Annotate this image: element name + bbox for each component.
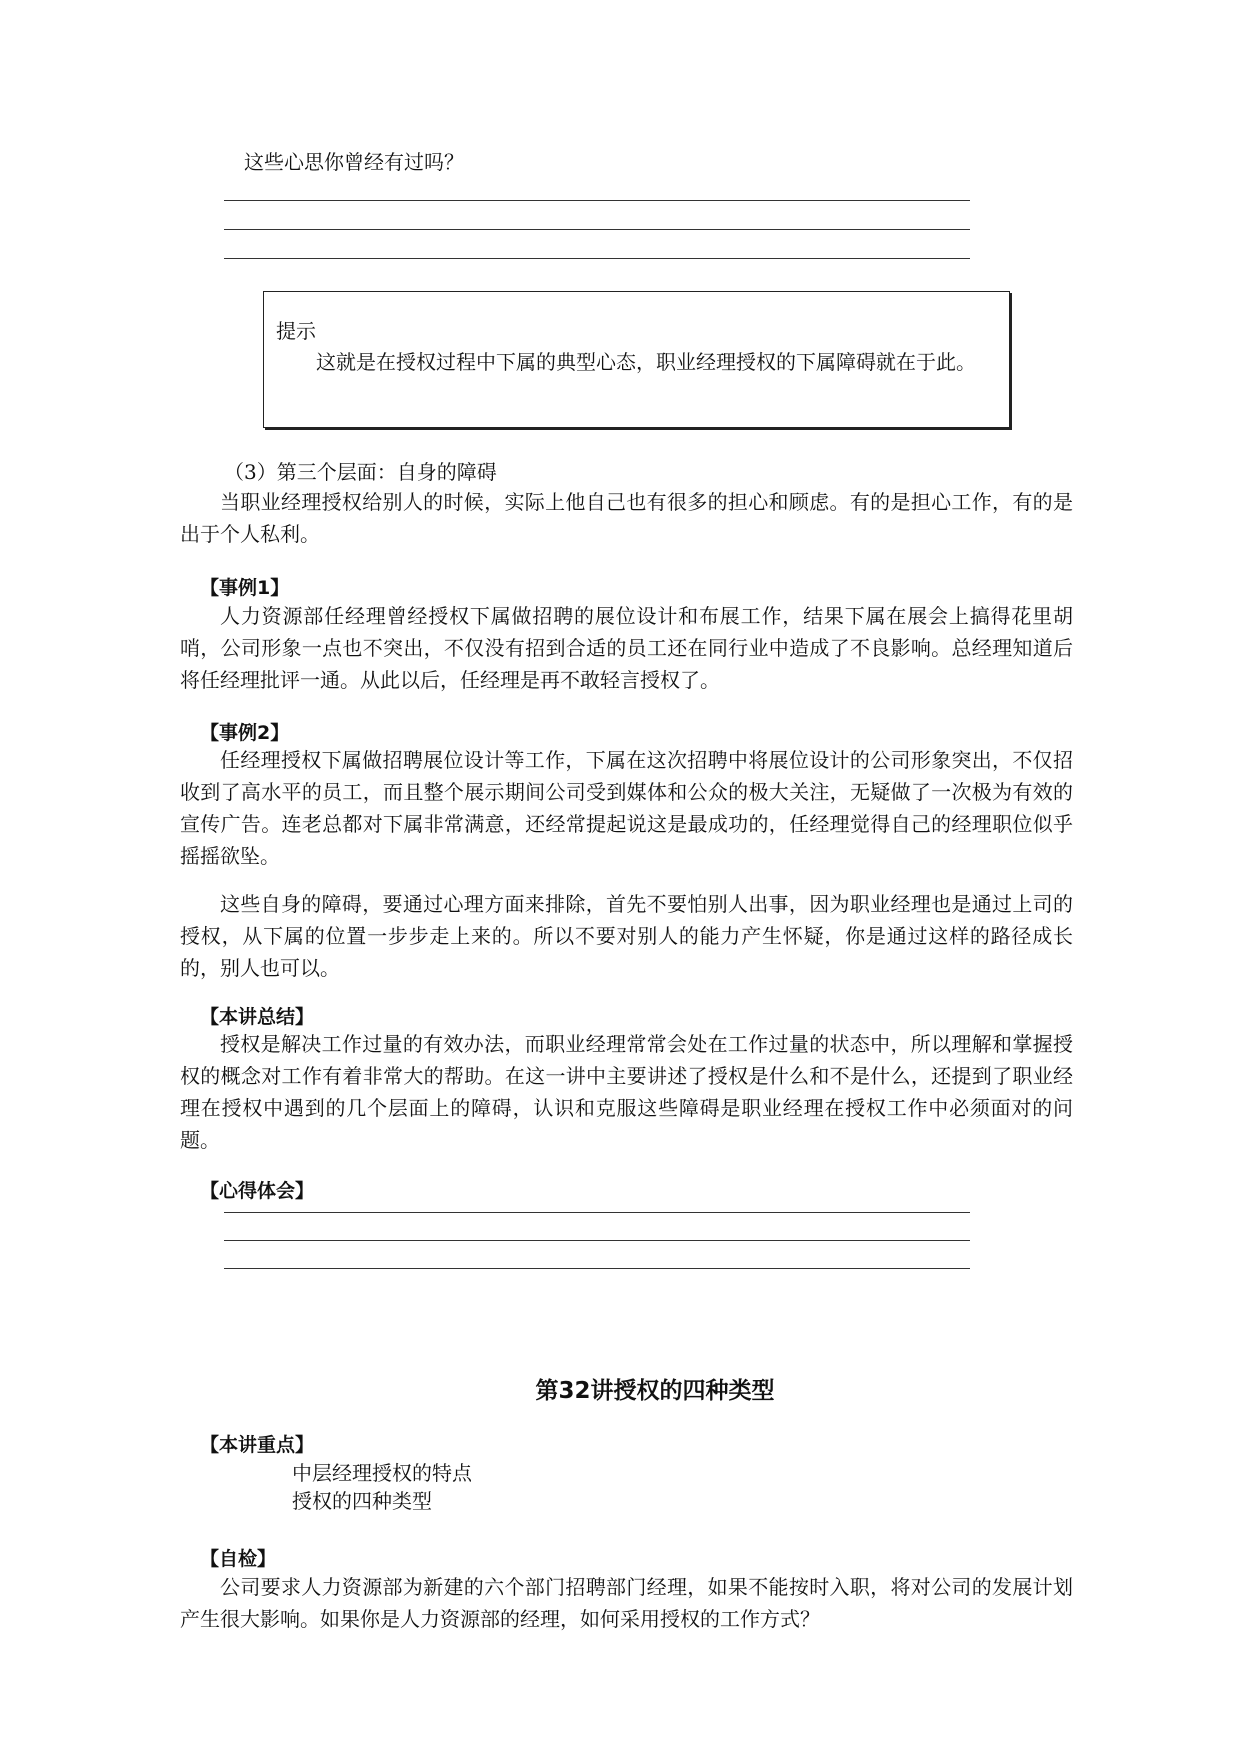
level3-body: 当职业经理授权给别人的时候，实际上他自己也有很多的担心和顾虑。有的是担心工作，有的是出于个人私利。	[180, 490, 1073, 546]
case2-body: 任经理授权下属做招聘展位设计等工作，下属在这次招聘中将展位设计的公司形象突出，不仅招收到了高水平的员工，而且整个展示期间公司受到媒体和公众的极大关注，无疑做了一次极为有效的宣传广告。连老总都对下属非常满意，还经常提起说这是最成功的，任经理觉得自己的经理职位似乎摇摇欲坠。	[180, 748, 1073, 868]
case1-heading: 【事例1】	[200, 577, 290, 599]
answer-line	[224, 200, 970, 201]
answer-line	[224, 258, 970, 259]
tip-box	[263, 291, 1010, 428]
tip-title: 提示	[276, 319, 316, 343]
summary-body: 授权是解决工作过量的有效办法，而职业经理常常会处在工作过量的状态中，所以理解和掌握授权的概念对工作有着非常大的帮助。在这一讲中主要讲述了授权是什么和不是什么，还提到了职业经理在授权中遇到的几个层面上的障碍，认识和克服这些障碍是职业经理在授权工作中必须面对的问题。	[180, 1032, 1073, 1152]
focus-heading: 【本讲重点】	[200, 1434, 315, 1456]
answer-line	[224, 1268, 970, 1269]
tip-body: 这就是在授权过程中下属的典型心态，职业经理授权的下属障碍就在于此。	[316, 350, 976, 374]
summary-heading: 【本讲总结】	[200, 1006, 315, 1028]
reflection-heading: 【心得体会】	[200, 1180, 315, 1202]
case2-heading: 【事例2】	[200, 722, 290, 744]
answer-line	[224, 1240, 970, 1241]
answer-line	[224, 1212, 970, 1213]
selfcheck-body: 公司要求人力资源部为新建的六个部门招聘部门经理，如果不能按时入职，将对公司的发展计划产生很大影响。如果你是人力资源部的经理，如何采用授权的工作方式？	[180, 1575, 1073, 1631]
focus-item: 授权的四种类型	[292, 1489, 432, 1513]
lecture-title: 第32讲授权的四种类型	[535, 1378, 775, 1404]
level3-heading: （3）第三个层面：自身的障碍	[224, 460, 497, 484]
case1-body: 人力资源部任经理曾经授权下属做招聘的展位设计和布展工作，结果下属在展会上搞得花里胡哨，公司形象一点也不突出，不仅没有招到合适的员工还在同行业中造成了不良影响。总经理知道后将任经理批评一通。从此以后，任经理是再不敢轻言授权了。	[180, 604, 1073, 692]
focus-item: 中层经理授权的特点	[292, 1461, 472, 1485]
answer-line	[224, 229, 970, 230]
remedy-paragraph: 这些自身的障碍，要通过心理方面来排除，首先不要怕别人出事，因为职业经理也是通过上司的授权，从下属的位置一步步走上来的。所以不要对别人的能力产生怀疑，你是通过这样的路径成长的，别人也可以。	[180, 892, 1073, 980]
selfcheck-heading: 【自检】	[200, 1548, 277, 1570]
reflection-question: 这些心思你曾经有过吗？	[244, 150, 464, 174]
